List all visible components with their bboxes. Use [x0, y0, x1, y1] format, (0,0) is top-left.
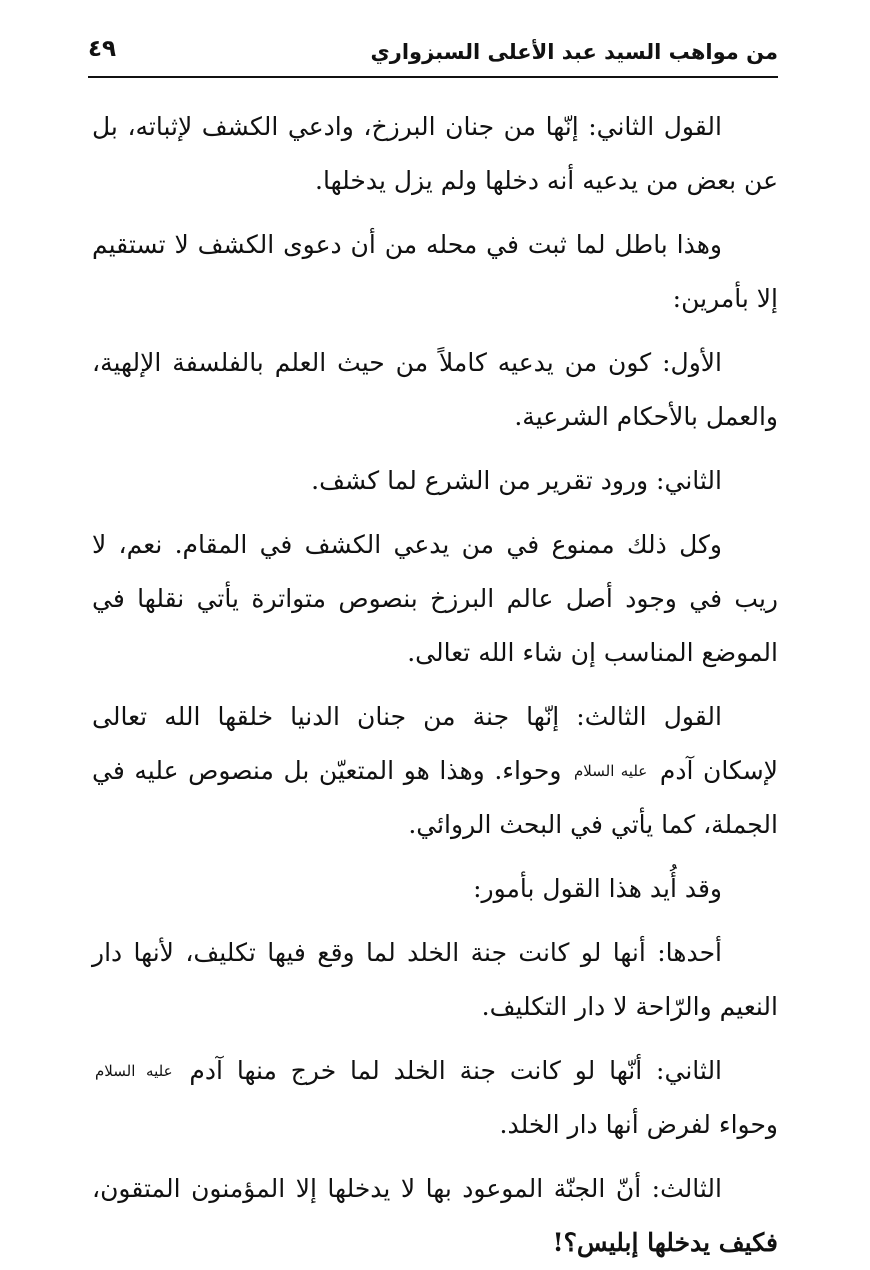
paragraph-text: وهذا باطل لما ثبت في محله من أن دعوى الكشف لا تستقيم إلا بأمرين:: [92, 230, 778, 313]
paragraph-text: الثاني: أنّها لو كانت جنة الخلد لما خرج منها آدم: [189, 1056, 723, 1085]
paragraph-second-opinion: [92, 100, 778, 208]
paragraph-text: وحواء. وهذا هو المتعيّن بل منصوص عليه في الجملة، كما يأتي في البحث الروائي.: [92, 756, 778, 839]
paragraph-text: الثاني: ورود تقرير من الشرع لما كشف.: [311, 466, 722, 495]
paragraph-text: أحدها: أنها لو كانت جنة الخلد لما وقع فيها تكليف، لأنها دار النعيم والرّاحة لا دار التكليف.: [92, 938, 778, 1021]
page-number: ٤٩: [88, 36, 117, 62]
paragraph-third-opinion: [92, 690, 778, 852]
paragraph-second-condition: [92, 454, 778, 508]
paragraph-support-two: [92, 1044, 778, 1152]
paragraph-text: الأول: كون من يدعيه كاملاً من حيث العلم بالفلسفة الإلهية، والعمل بالأحكام الشرعية.: [92, 348, 778, 431]
paragraph-text: وكل ذلك ممنوع في من يدعي الكشف في المقام. نعم، لا ريب في وجود أصل عالم البرزخ بنصوص متواترة يأتي نقلها في الموضع المناسب إن شاء الله تعالى.: [92, 530, 778, 667]
paragraph-text: القول الثاني: إنّها من جنان البرزخ، وادعي الكشف لإثباته، بل عن بعض من يدعيه أنه دخلها ولم يزل يدخلها.: [92, 112, 778, 195]
paragraph-support-one: [92, 926, 778, 1034]
running-title: من مواهب السيد عبد الأعلى السبزواري: [370, 40, 778, 64]
paragraph-support-three: [92, 1162, 778, 1270]
paragraph-text: الثالث: أنّ الجنّة الموعود بها لا يدخلها إلا المؤمنون المتقون،: [92, 1174, 722, 1203]
body-text: [92, 100, 778, 1270]
honorific-glyph: عليه السلام: [95, 1062, 173, 1080]
paragraph-first-condition: [92, 336, 778, 444]
paragraph-supports: [92, 862, 778, 916]
paragraph-text: القول الثالث: إنّها جنة من جنان الدنيا خلقها الله تعالى لإسكان آدم: [92, 702, 778, 785]
paragraph-barzakh: [92, 518, 778, 680]
honorific-glyph: عليه السلام: [574, 762, 648, 780]
paragraph-refutation: [92, 218, 778, 326]
paragraph-text: وحواء لفرض أنها دار الخلد.: [499, 1110, 778, 1139]
paragraph-text: وقد أُيد هذا القول بأمور:: [473, 874, 722, 903]
paragraph-text-bold: فكيف يدخلها إبليس؟!: [552, 1228, 778, 1257]
page-header: [88, 28, 778, 78]
